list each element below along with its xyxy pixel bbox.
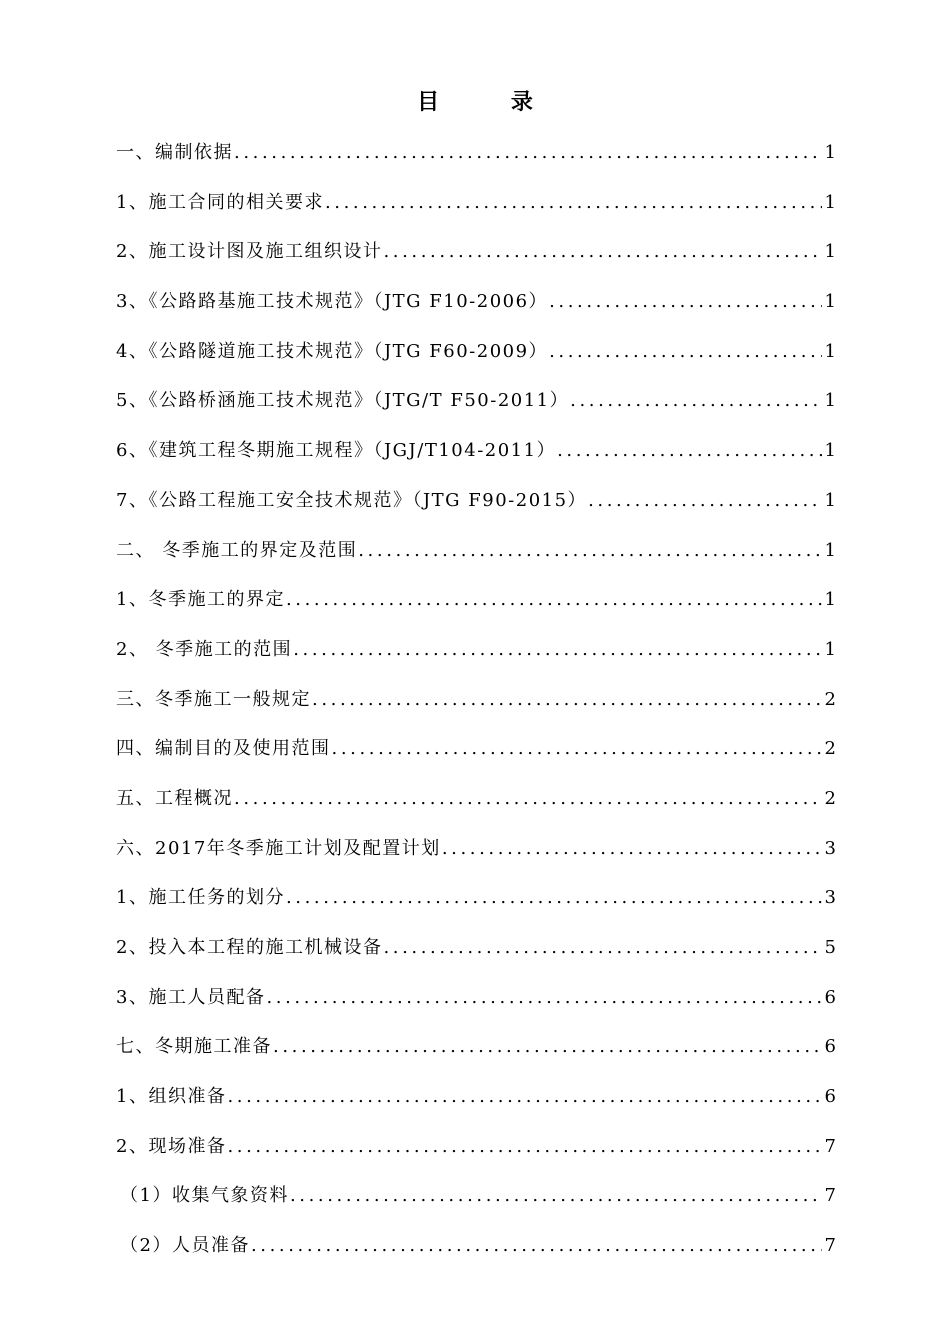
toc-entry-text: 三、冬季施工一般规定	[116, 688, 311, 710]
toc-entry[interactable]	[116, 335, 836, 385]
toc-page-number: 7	[824, 1185, 836, 1207]
toc-page-number: 3	[824, 887, 836, 909]
toc-entry-text: 1、施工合同的相关要求	[116, 191, 324, 213]
toc-entry[interactable]	[116, 484, 836, 534]
toc-dot-leader	[290, 1179, 822, 1213]
toc-entry-text: 六、2017年冬季施工计划及配置计划	[116, 837, 441, 859]
toc-dot-leader	[325, 186, 822, 220]
toc-page-number: 1	[824, 340, 836, 362]
toc-entry-text: 4、《公路隧道施工技术规范》（JTG F60-2009）	[116, 340, 549, 362]
toc-entry-text: 1、组织准备	[116, 1086, 227, 1108]
toc-entry[interactable]	[116, 732, 836, 782]
toc-entry[interactable]	[116, 931, 836, 981]
toc-dot-leader	[442, 832, 822, 866]
toc-dot-leader	[234, 136, 822, 170]
toc-page-number: 1	[824, 440, 836, 462]
toc-entry[interactable]	[116, 981, 836, 1031]
toc-dot-leader	[227, 1080, 822, 1114]
toc-entry-text: 2、施工设计图及施工组织设计	[116, 241, 383, 263]
toc-page-number: 2	[824, 738, 836, 760]
toc-entry-text: 1、冬季施工的界定	[116, 589, 285, 611]
toc-entry-text: 7、《公路工程施工安全技术规范》（JTG F90-2015）	[116, 489, 588, 511]
toc-entry-text: 6、《建筑工程冬期施工规程》（JGJ/T104-2011）	[116, 440, 557, 462]
toc-entry[interactable]	[116, 136, 836, 186]
toc-entry[interactable]	[116, 832, 836, 882]
toc-entry-text: 2、现场准备	[116, 1135, 227, 1157]
toc-entry[interactable]	[116, 384, 836, 434]
toc-dot-leader	[293, 633, 822, 667]
toc-page-number: 2	[824, 787, 836, 809]
toc-dot-leader	[273, 1030, 822, 1064]
toc-entry[interactable]	[116, 534, 836, 584]
toc-entry-text: 1、施工任务的划分	[116, 887, 285, 909]
toc-page-number: 7	[824, 1235, 836, 1257]
toc-entry[interactable]	[116, 683, 836, 733]
toc-page-number: 6	[824, 986, 836, 1008]
toc-entry-text: 四、编制目的及使用范围	[116, 738, 331, 760]
toc-entry-text: （2）人员准备	[120, 1235, 250, 1257]
toc-entry-text: 七、冬期施工准备	[116, 1036, 272, 1058]
toc-entry-text: 一、编制依据	[116, 142, 233, 163]
toc-entry[interactable]	[116, 434, 836, 484]
toc-page-number: 1	[824, 539, 836, 561]
toc-entry[interactable]	[116, 1080, 836, 1130]
toc-entry[interactable]	[116, 1130, 836, 1180]
toc-dot-leader	[332, 732, 823, 766]
toc-page-number: 3	[824, 837, 836, 859]
toc-dot-leader	[383, 235, 822, 269]
toc-entry[interactable]	[116, 285, 836, 335]
toc-dot-leader	[234, 782, 822, 816]
toc-entry-text: 3、施工人员配备	[116, 986, 266, 1008]
toc-dot-leader	[557, 434, 822, 468]
toc-entry[interactable]	[116, 1229, 836, 1279]
toc-entry[interactable]	[116, 1179, 836, 1229]
toc-entry[interactable]	[116, 633, 836, 683]
toc-dot-leader	[570, 384, 822, 418]
toc-page-number: 7	[824, 1135, 836, 1157]
toc-entry-text: 2、 冬季施工的范围	[116, 638, 293, 660]
toc-entry[interactable]	[116, 186, 836, 236]
toc-page-number: 6	[824, 1086, 836, 1108]
toc-entry[interactable]	[116, 583, 836, 633]
toc-entry-text: 二、 冬季施工的界定及范围	[116, 539, 358, 561]
toc-page-number: 1	[824, 390, 836, 412]
toc-page-number: 1	[824, 191, 836, 213]
toc-page-number: 1	[824, 142, 836, 163]
toc-page-number: 1	[824, 489, 836, 511]
toc-page-number: 1	[824, 589, 836, 611]
page-title: 目 录	[417, 89, 565, 115]
toc-entry-text: 五、工程概况	[116, 787, 233, 809]
table-of-contents	[116, 136, 836, 1279]
toc-dot-leader	[549, 285, 822, 319]
toc-dot-leader	[549, 335, 822, 369]
toc-entry[interactable]	[116, 235, 836, 285]
toc-page-number: 1	[824, 241, 836, 263]
toc-entry[interactable]	[116, 782, 836, 832]
toc-page-number: 2	[824, 688, 836, 710]
toc-entry[interactable]	[116, 881, 836, 931]
toc-dot-leader	[588, 484, 822, 518]
toc-page-number: 6	[824, 1036, 836, 1058]
toc-dot-leader	[227, 1130, 822, 1164]
toc-dot-leader	[286, 881, 822, 915]
toc-dot-leader	[251, 1229, 822, 1263]
toc-entry[interactable]	[116, 1030, 836, 1080]
toc-dot-leader	[312, 683, 822, 717]
toc-dot-leader	[383, 931, 822, 965]
toc-dot-leader	[266, 981, 822, 1015]
toc-entry-text: 3、《公路路基施工技术规范》（JTG F10-2006）	[116, 291, 549, 313]
toc-entry-text: （1）收集气象资料	[120, 1185, 289, 1207]
toc-dot-leader	[286, 583, 822, 617]
toc-page-number: 1	[824, 638, 836, 660]
toc-entry-text: 2、投入本工程的施工机械设备	[116, 937, 383, 958]
toc-page-number: 5	[824, 937, 836, 958]
toc-entry-text: 5、《公路桥涵施工技术规范》（JTG/T F50-2011）	[116, 390, 570, 412]
toc-dot-leader	[358, 534, 822, 568]
toc-page-number: 1	[824, 291, 836, 313]
